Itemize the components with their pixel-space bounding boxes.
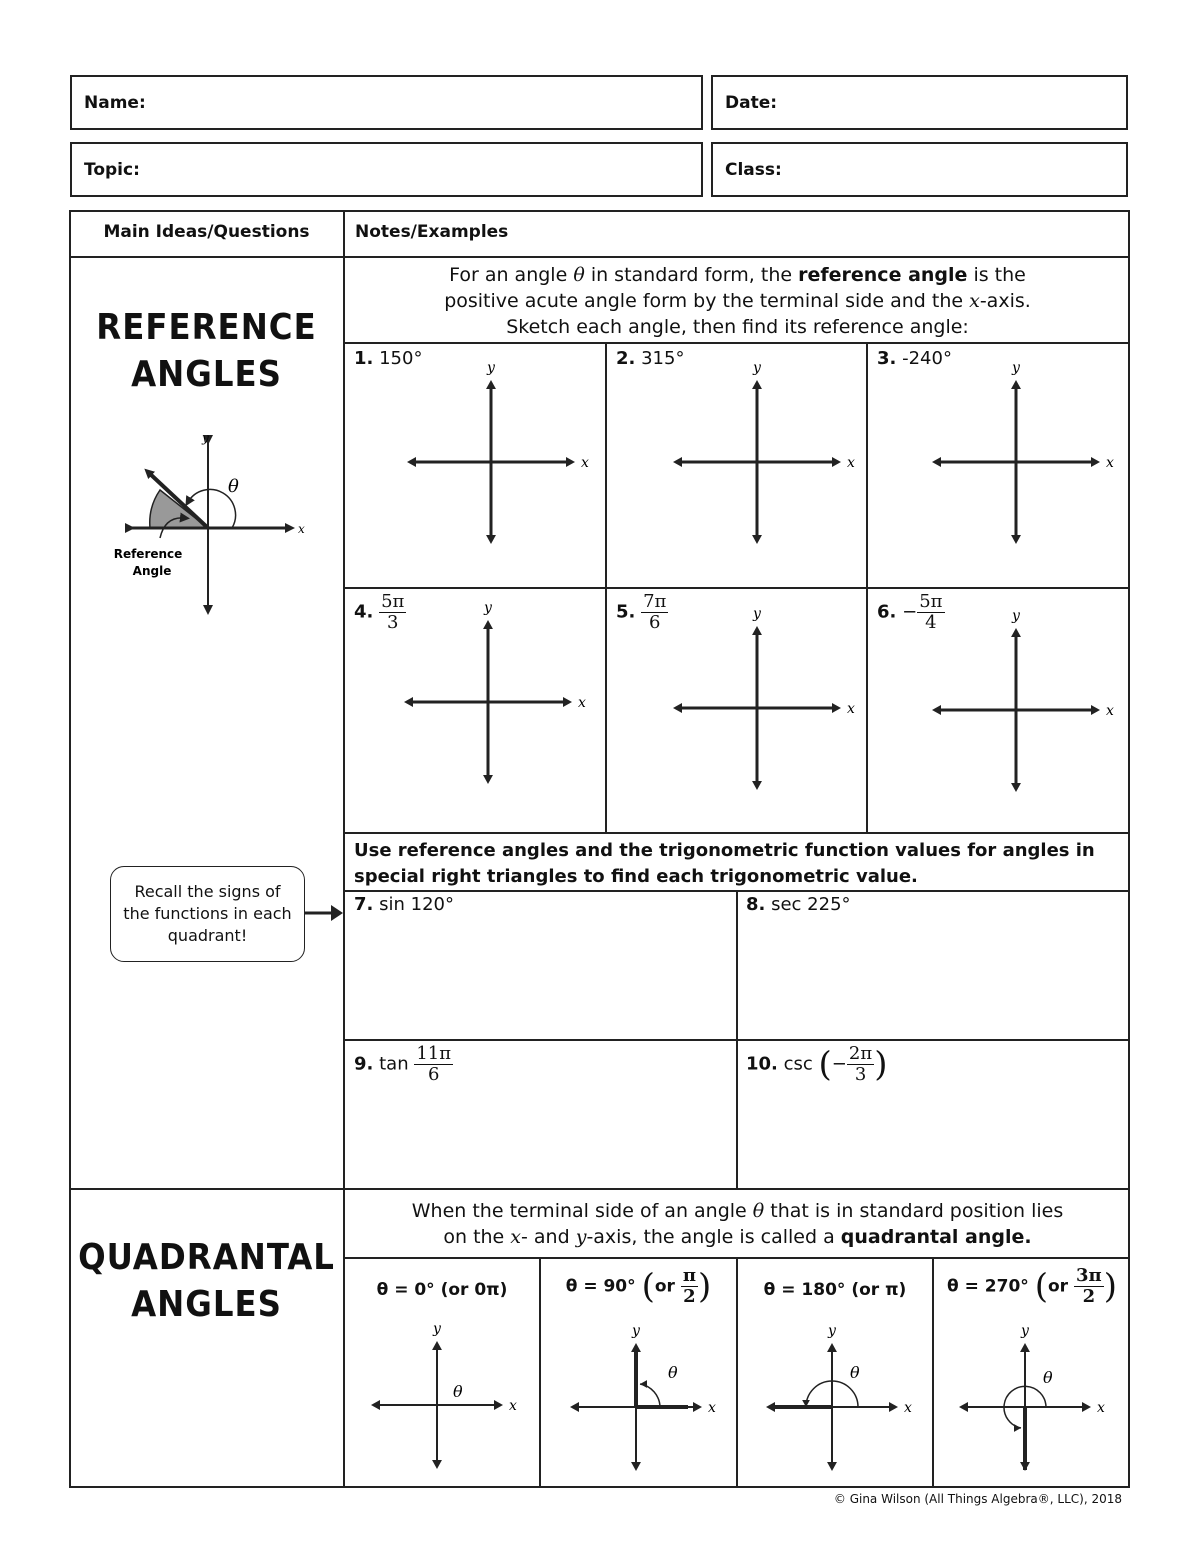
trig-problem-10: 10. csc (− $\frac{2\pi}{3}$ ) bbox=[746, 1043, 888, 1085]
quadrantal-3-theta: θ bbox=[1043, 1368, 1053, 1387]
intro-y: y bbox=[575, 1226, 587, 1248]
diagram-y-label: y bbox=[202, 431, 209, 445]
topic-label: Topic: bbox=[84, 159, 140, 180]
sketch-3-y-label: y bbox=[1012, 360, 1020, 376]
intro-x: x bbox=[969, 290, 980, 312]
intro-text: in standard form, the bbox=[584, 264, 799, 286]
quadrantal-title-line2: ANGLES bbox=[131, 1283, 282, 1325]
quadrantal-2-x-label: x bbox=[904, 1400, 912, 1416]
reference-title-line2: ANGLES bbox=[131, 353, 282, 395]
problem-4: 4. $\frac{5\pi}{3}$ bbox=[354, 591, 405, 633]
reference-title-line1: REFERENCE bbox=[96, 307, 317, 348]
intro-text: -axis. bbox=[979, 290, 1031, 312]
quadrantal-2-theta: θ bbox=[850, 1363, 860, 1382]
header-row-divider bbox=[69, 256, 1130, 258]
quadrantal-0-theta: θ bbox=[453, 1382, 463, 1401]
class-label: Class: bbox=[725, 159, 782, 180]
date-field[interactable] bbox=[711, 75, 1128, 130]
sketch-grid-v2 bbox=[866, 342, 868, 833]
problem-2: 2. 315° bbox=[616, 348, 685, 369]
problem-3: 3. -240° bbox=[877, 348, 952, 369]
intro-text: is the bbox=[967, 264, 1026, 286]
section-divider bbox=[69, 1188, 1130, 1190]
quadrantal-title-line1: QUADRANTAL bbox=[78, 1237, 335, 1278]
diagram-x-label: x bbox=[298, 522, 305, 536]
sketch-grid-bottom bbox=[343, 832, 1130, 834]
intro-text: - and bbox=[521, 1226, 576, 1248]
intro-text: on the bbox=[443, 1226, 511, 1248]
col2-header: Notes/Examples bbox=[355, 222, 509, 242]
intro-text: When the terminal side of an angle bbox=[411, 1200, 753, 1222]
reference-angle-diagram bbox=[110, 430, 310, 620]
name-field[interactable] bbox=[70, 75, 703, 130]
diagram-theta-label: θ bbox=[228, 476, 239, 497]
sketch-6-x-label: x bbox=[1106, 703, 1114, 719]
sketch-2-x-label: x bbox=[847, 455, 855, 471]
diagram-ref-label-1: Reference bbox=[113, 547, 183, 561]
diagram-ref-label-2: Angle bbox=[132, 564, 172, 578]
trig-problem-7: 7. sin 120° bbox=[354, 894, 454, 915]
recall-note-text: Recall the signs of the functions in each quadrant! bbox=[123, 882, 292, 945]
name-label: Name: bbox=[84, 92, 146, 113]
sketch-5-y-label: y bbox=[753, 606, 761, 622]
reference-title bbox=[69, 305, 344, 399]
intro-text: that is in standard position lies bbox=[764, 1200, 1064, 1222]
intro-text: positive acute angle form by the terminal side and the bbox=[444, 290, 970, 312]
quadrantal-case-3: θ = 270° (or $\frac{3\pi}{2}$ ) bbox=[947, 1265, 1117, 1307]
quadrantal-1-x-label: x bbox=[708, 1400, 716, 1416]
sketch-grid-mid bbox=[343, 587, 1130, 589]
quadrantal-2-y-label: y bbox=[828, 1323, 836, 1339]
intro-theta: θ bbox=[752, 1200, 765, 1222]
date-label: Date: bbox=[725, 92, 778, 113]
sketch-grid-v1 bbox=[605, 342, 607, 833]
class-field[interactable] bbox=[711, 142, 1128, 197]
sketch-6-y-label: y bbox=[1012, 608, 1020, 624]
topic-field[interactable] bbox=[70, 142, 703, 197]
col1-header: Main Ideas/Questions bbox=[103, 222, 310, 242]
recall-arrow-icon bbox=[305, 903, 345, 923]
intro-text: For an angle bbox=[449, 264, 574, 286]
quadrantal-case-1: θ = 90° (or $\frac{\pi}{2}$ ) bbox=[565, 1265, 712, 1307]
quadrantal-1-theta: θ bbox=[668, 1363, 678, 1382]
quadrantal-0-y-label: y bbox=[433, 1321, 441, 1337]
sketch-1-y-label: y bbox=[487, 360, 495, 376]
intro-bold: reference angle bbox=[798, 264, 968, 286]
quadrantal-3-x-label: x bbox=[1097, 1400, 1105, 1416]
sketch-1-x-label: x bbox=[581, 455, 589, 471]
sketch-3-x-label: x bbox=[1106, 455, 1114, 471]
sketch-5-x-label: x bbox=[847, 701, 855, 717]
problem-1: 1. 150° bbox=[354, 348, 423, 369]
sketch-2-y-label: y bbox=[753, 360, 761, 376]
trig-problem-8: 8. sec 225° bbox=[746, 894, 851, 915]
trig-problem-9: 9. tan $\frac{11\pi}{6}$ bbox=[354, 1043, 452, 1085]
recall-note bbox=[110, 866, 305, 962]
trig-instructions: Use reference angles and the trigonometric function values for angles in special right triangles to find each trigonometric value. bbox=[354, 840, 1095, 887]
sketch-grid-top bbox=[343, 342, 1130, 344]
quadrantal-1-y-label: y bbox=[632, 1323, 640, 1339]
sketch-4-y-label: y bbox=[484, 600, 492, 616]
trig-grid-v bbox=[736, 890, 738, 1189]
problem-6: 6. − $\frac{5\pi}{4}$ bbox=[877, 591, 943, 633]
intro-bold: quadrantal angle. bbox=[840, 1226, 1032, 1248]
problem-5: 5. $\frac{7\pi}{6}$ bbox=[616, 591, 667, 633]
intro-theta: θ bbox=[573, 264, 585, 286]
quadrantal-title bbox=[69, 1235, 344, 1329]
sketch-4-x-label: x bbox=[578, 695, 586, 711]
intro-text: -axis, the angle is called a bbox=[586, 1226, 841, 1248]
quadrantal-0-x-label: x bbox=[509, 1398, 517, 1414]
intro-x: x bbox=[510, 1226, 522, 1248]
intro-line3: Sketch each angle, then find its reference angle: bbox=[506, 316, 969, 338]
quadrantal-case-0: θ = 0° (or 0π) bbox=[376, 1280, 508, 1300]
quadrantal-case-2: θ = 180° (or π) bbox=[763, 1280, 907, 1300]
quadrantal-3-y-label: y bbox=[1021, 1323, 1029, 1339]
quadrantal-intro bbox=[345, 1198, 1130, 1250]
reference-intro bbox=[345, 262, 1130, 340]
copyright: © Gina Wilson (All Things Algebra®, LLC), 2018 bbox=[833, 1492, 1122, 1506]
